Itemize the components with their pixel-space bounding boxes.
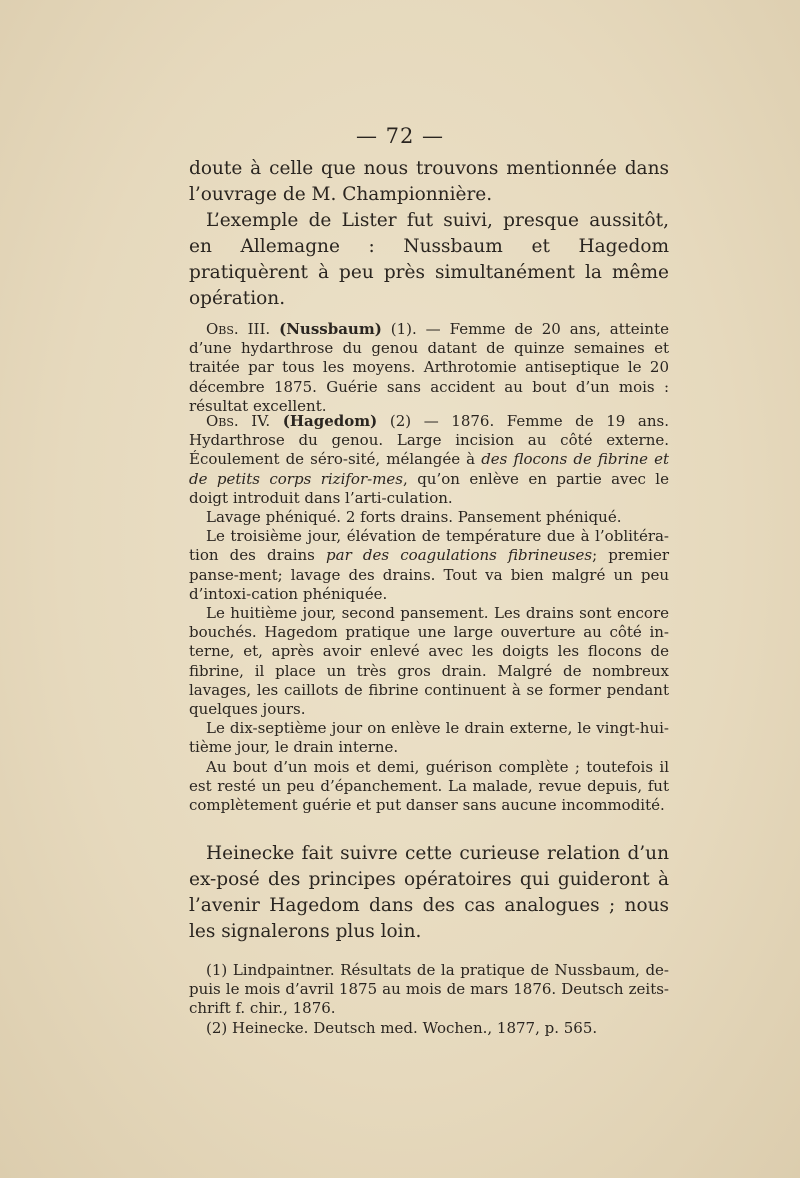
footnote-1: (1) Lindpaintner. Résultats de la pratique de Nussbaum, de-puis le mois d’avril 1875 au mois de mars 1876. Deutsch zeits-chrift f. chir., 1876.: [189, 961, 669, 1018]
paragraph-heinecke: [189, 841, 669, 945]
obs-text: — Femme de 20 ans, atteinte d’une hydarthrose du genou datant de quinze semaines et traitée par tous les moyens. Arthrotomie antiseptique le 20 décembre 1875. Guérie sans accident au bout d’un mois : résultat excellent.: [189, 320, 669, 415]
footnotes: [189, 961, 669, 1038]
observation-iii: [189, 320, 669, 416]
obs-paragraph: Au bout d’un mois et demi, guérison complète ; toutefois il est resté un peu d’épanchement. La malade, revue depuis, fut complètement guérie et put danser sans aucune incommodité.: [189, 757, 669, 815]
paragraph-line: doute à celle que nous trouvons mentionnée dans: [189, 158, 669, 179]
paragraph-text: Heinecke fait suivre cette curieuse relation d’un ex-posé des principes opératoires qui guideront à l’avenir Hagedom dans des cas analogues ; nous les signalerons plus loin.: [189, 843, 669, 942]
obs-label: Obs. IV.: [206, 412, 271, 430]
page-number: — 72 —: [355, 124, 445, 148]
obs-italic: des flocons de fibrine et de petits corps rizifor-mes: [189, 450, 669, 488]
obs-text: Le troisième jour, élévation de température due à l’oblitéra-tion des drains: [189, 527, 669, 565]
obs-author: (Hagedom): [282, 412, 378, 430]
obs-text: — 1876. Femme de 19 ans. Hydarthrose du genou. Large incision au côté externe. Écoulement de séro-sité, mélangée à: [189, 412, 669, 469]
observation-iv: [189, 412, 669, 815]
footnote-ref: (2): [389, 412, 412, 430]
obs-label: Obs. III.: [206, 320, 271, 338]
paragraph-continuation: [189, 156, 669, 312]
footnote-2: (2) Heinecke. Deutsch med. Wochen., 1877, p. 565.: [206, 1018, 598, 1037]
footnote-ref: (1).: [390, 320, 417, 338]
obs-paragraph: Lavage phéniqué. 2 forts drains. Pansement phéniqué.: [206, 508, 622, 527]
obs-paragraph: Le huitième jour, second pansement. Les drains sont encore bouchés. Hagedom pratique une large ouverture au côté in-terne, et, après avoir enlevé avec les doigts les flocons de fibrine, il place un très gros drain. Malgré de nombreux lavages, les caillots de fibrine continuent à se former pendant quelques jours.: [189, 604, 669, 719]
paragraph-line: l’ouvrage de M. Championnière.: [189, 184, 493, 205]
paragraph-lister: L’exemple de Lister fut suivi, presque aussitôt, en Allemagne : Nussbaum et Hagedom pratiquèrent à peu près simultanément la même opération.: [189, 210, 669, 309]
obs-paragraph: Le dix-septième jour on enlève le drain externe, le vingt-hui-tième jour, le drain interne.: [189, 719, 669, 757]
obs-italic: par des coagulations fibrineuses: [326, 546, 593, 565]
obs-text: , qu’on enlève en partie avec le doigt introduit dans l’arti-culation.: [189, 469, 669, 507]
obs-text: ; premier panse-ment; lavage des drains. Tout va bien malgré un peu d’intoxi-cation phéniquée.: [189, 546, 669, 603]
obs-author: (Nussbaum): [279, 320, 382, 338]
